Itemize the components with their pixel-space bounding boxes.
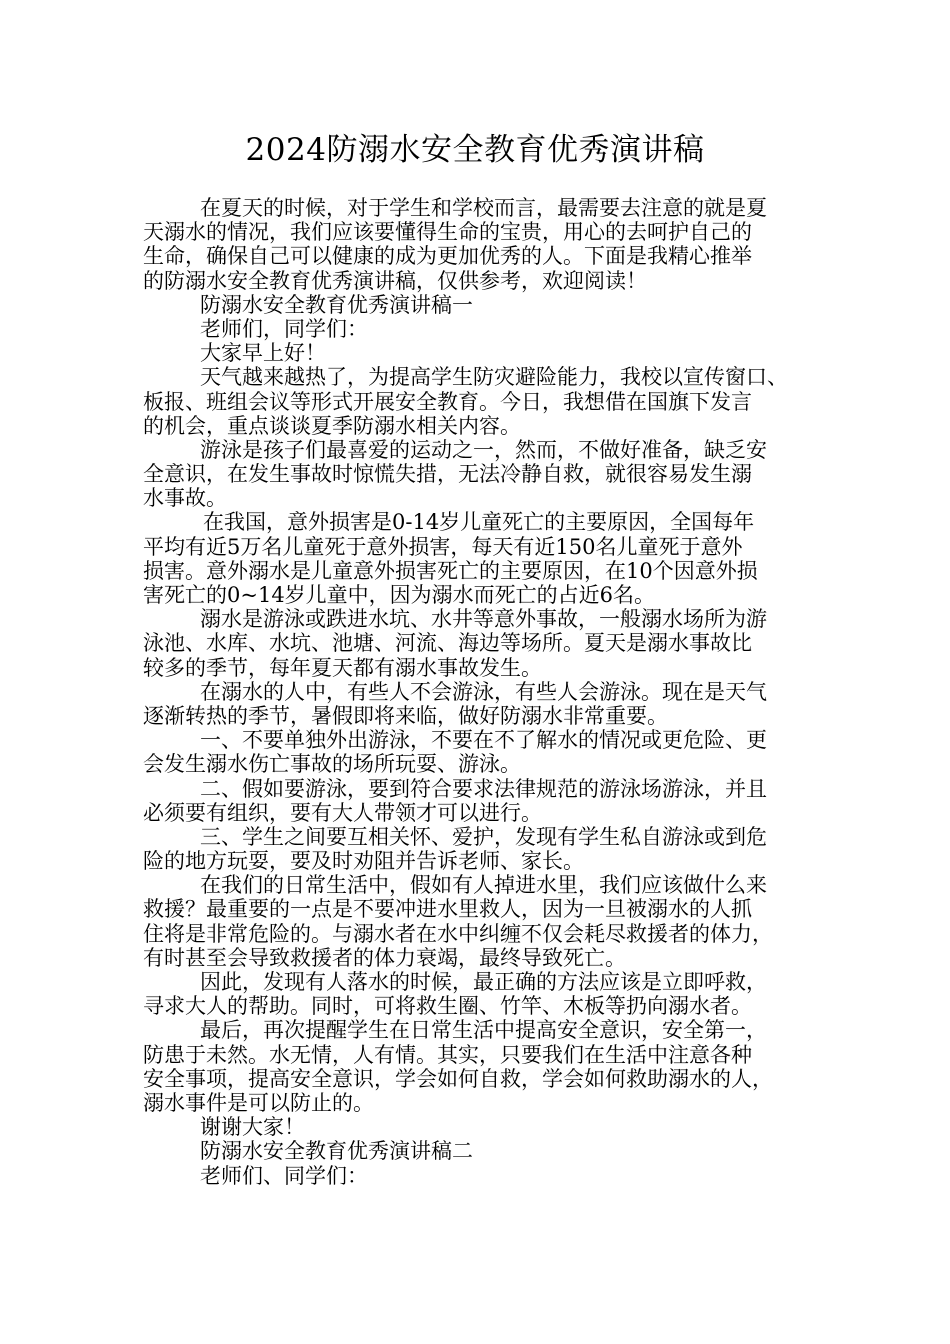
body-line: 的防溺水安全教育优秀演讲稿，仅供参考，欢迎阅读！ [143, 268, 647, 293]
body-line: 泳池、水库、水坑、池塘、河流、海边等场所。夏天是溺水事故比 [143, 631, 752, 656]
body-line: 防患于未然。水无情，人有情。其实，只要我们在生活中注意各种 [143, 1042, 752, 1067]
body-line: 逐渐转热的季节，暑假即将来临，做好防溺水非常重要。 [143, 703, 668, 728]
body-line: 有时甚至会导致救援者的体力衰竭，最终导致死亡。 [143, 945, 626, 970]
document-body [143, 196, 813, 1188]
body-line: 较多的季节，每年夏天都有溺水事故发生。 [143, 655, 542, 680]
body-line: 在溺水的人中，有些人不会游泳，有些人会游泳。现在是天气 [200, 679, 767, 704]
body-line: 在我们的日常生活中，假如有人掉进水里，我们应该做什么来 [200, 873, 767, 898]
body-line: 害死亡的0~14岁儿童中，因为溺水而死亡的占近6名。 [143, 583, 656, 607]
body-line: 安全事项，提高安全意识，学会如何自救，学会如何救助溺水的人， [143, 1066, 773, 1091]
body-line: 全意识，在发生事故时惊慌失措，无法冷静自救，就很容易发生溺 [143, 462, 752, 487]
body-line: 因此，发现有人落水的时候，最正确的方法应该是立即呼救， [200, 970, 767, 994]
body-line: 三、学生之间要互相关怀、爱护，发现有学生私自游泳或到危 [200, 824, 767, 849]
section-heading: 防溺水安全教育优秀演讲稿二 [200, 1139, 473, 1164]
body-line: 一、不要单独外出游泳，不要在不了解水的情况或更危险、更 [200, 728, 767, 753]
body-line: 险的地方玩耍，要及时劝阻并告诉老师、家长。 [143, 849, 584, 874]
body-line: 生命，确保自己可以健康的成为更加优秀的人。下面是我精心推举 [143, 244, 752, 269]
body-line: 天溺水的情况，我们应该要懂得生命的宝贵，用心的去呵护自己的 [143, 220, 752, 245]
body-line: 天气越来越热了，为提高学生防灾避险能力，我校以宣传窗口、 [200, 365, 788, 390]
body-line: 的机会，重点谈谈夏季防溺水相关内容。 [143, 413, 521, 438]
body-line: 溺水是游泳或跌进水坑、水井等意外事故，一般溺水场所为游 [200, 607, 767, 632]
body-line: 必须要有组织，要有大人带领才可以进行。 [143, 800, 542, 825]
body-line: 二、假如要游泳，要到符合要求法律规范的游泳场游泳，并且 [200, 776, 767, 801]
body-line: 游泳是孩子们最喜爱的运动之一，然而，不做好准备，缺乏安 [200, 437, 767, 462]
body-line: 在我国，意外损害是0-14岁儿童死亡的主要原因，全国每年 [203, 510, 755, 535]
body-line: 水事故。 [143, 486, 227, 511]
salutation: 老师们、同学们： [200, 1163, 368, 1188]
body-line: 板报、班组会议等形式开展安全教育。今日，我想借在国旗下发言 [143, 389, 752, 414]
salutation: 老师们，同学们： [200, 316, 368, 341]
document-title: 2024防溺水安全教育优秀演讲稿 [245, 132, 705, 168]
closing-line: 谢谢大家！ [200, 1115, 305, 1140]
body-line: 损害。意外溺水是儿童意外损害死亡的主要原因，在10个因意外损 [143, 558, 758, 583]
section-heading: 防溺水安全教育优秀演讲稿一 [200, 292, 473, 317]
body-line: 在夏天的时候，对于学生和学校而言，最需要去注意的就是夏 [200, 196, 767, 220]
body-line: 最后，再次提醒学生在日常生活中提高安全意识，安全第一， [200, 1018, 767, 1043]
greeting: 大家早上好！ [200, 341, 326, 366]
body-line: 寻求大人的帮助。同时，可将救生圈、竹竿、木板等扔向溺水者。 [143, 994, 752, 1019]
body-line: 救援？最重要的一点是不要冲进水里救人，因为一旦被溺水的人抓 [143, 897, 752, 922]
body-line: 溺水事件是可以防止的。 [143, 1090, 374, 1115]
body-line: 平均有近5万名儿童死于意外损害，每天有近150名儿童死于意外 [143, 534, 743, 559]
body-line: 住将是非常危险的。与溺水者在水中纠缠不仅会耗尽救援者的体力， [143, 921, 773, 946]
body-line: 会发生溺水伤亡事故的场所玩耍、游泳。 [143, 752, 521, 777]
